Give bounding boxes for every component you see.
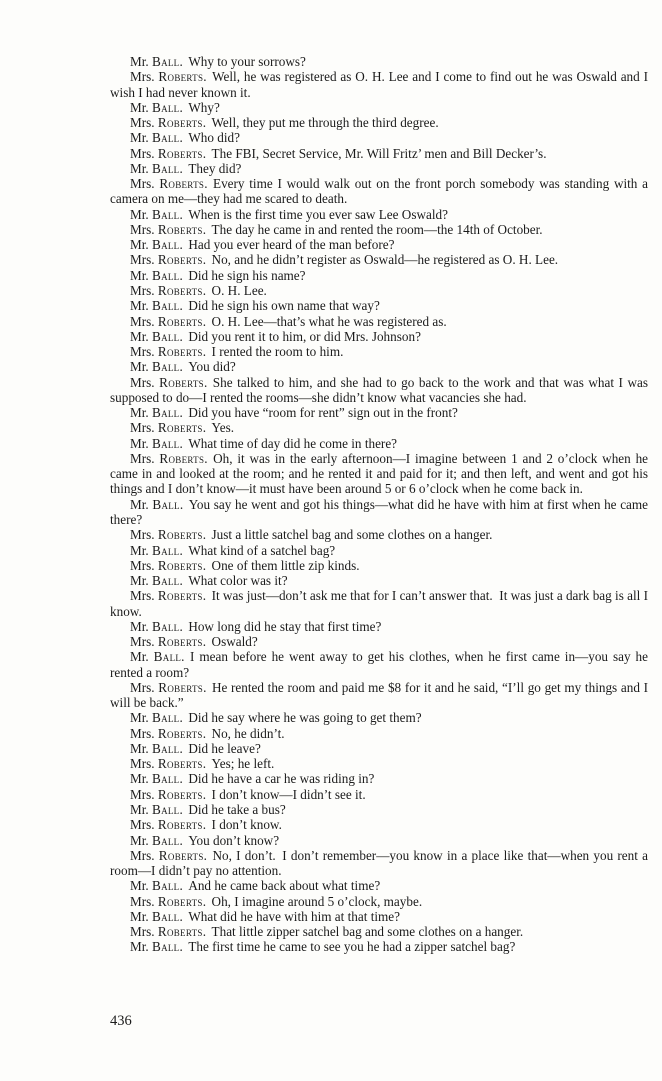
speech-text: Well, they put me through the third degree.	[211, 115, 439, 131]
dialogue-line	[110, 298, 648, 313]
dialogue-line	[110, 848, 648, 879]
dialogue-line	[110, 54, 648, 69]
speech-text: Well, he was registered as O. H. Lee and I come to find out he was Oswald and I wish I had never known it.	[110, 69, 648, 100]
dialogue-line	[110, 436, 648, 451]
speaker-name: Mr. Ball.	[130, 908, 183, 924]
dialogue-line	[110, 161, 648, 176]
speech-text: The day he came in and rented the room—the 14th of October.	[211, 221, 543, 237]
speech-text: That little zipper satchel bag and some clothes on a hanger.	[211, 924, 524, 940]
speaker-name: Mrs. Roberts.	[130, 557, 207, 573]
page-number: 436	[110, 1013, 132, 1029]
speaker-name: Mrs. Roberts.	[130, 588, 207, 604]
speech-text: I mean before he went away to get his clothes, when he first came in—you say he rented a room?	[110, 649, 649, 680]
speaker-name: Mr. Ball.	[130, 802, 183, 818]
dialogue-line	[110, 939, 648, 954]
speaker-name: Mrs. Roberts.	[130, 527, 207, 543]
speaker-name: Mrs. Roberts.	[130, 756, 207, 772]
dialogue-line	[110, 146, 648, 161]
speech-text: No, I don’t. I don’t remember—you know in a place like that—when you rent a room—I didn’t pay no attention.	[110, 847, 648, 879]
speech-text: Yes.	[211, 420, 235, 436]
speech-text: You did?	[188, 359, 236, 375]
dialogue-line	[110, 237, 648, 252]
speech-text: She talked to him, and she had to go back to the work and that was what I was supposed to do—I rented the rooms—she didn’t know what vacancies she had.	[110, 374, 648, 405]
dialogue-line	[110, 924, 648, 939]
speaker-name: Mrs. Roberts.	[130, 817, 207, 833]
speaker-name: Mr. Ball.	[130, 359, 183, 375]
dialogue-line	[110, 543, 648, 558]
dialogue-line	[110, 100, 648, 115]
dialogue-line	[110, 558, 648, 573]
dialogue-line	[110, 329, 648, 344]
speech-text: Did he have a car he was riding in?	[188, 771, 375, 787]
speaker-name: Mrs. Roberts.	[130, 924, 207, 940]
speech-text: Oh, it was in the early afternoon—I imagine between 1 and 2 o’clock when he came in and looked at the room; and he rented it and paid for it; and then left, and went and got his things and I don’t know—it must have been around 5 or 6 o’clock when he come back in.	[110, 450, 649, 497]
speaker-name: Mr. Ball.	[130, 878, 183, 894]
speaker-name: Mrs. Roberts.	[130, 893, 207, 909]
speech-text: Oswald?	[211, 634, 258, 650]
speaker-name: Mrs. Roberts.	[130, 420, 207, 436]
dialogue-line	[110, 359, 648, 374]
speaker-name: Mr. Ball.	[130, 267, 183, 283]
dialogue-line	[110, 207, 648, 222]
speech-text: You say he went and got his things—what did he have with him at first when he came there?	[110, 496, 649, 527]
speaker-name: Mrs. Roberts.	[130, 145, 207, 161]
speech-text: Did he sign his name?	[188, 267, 306, 283]
speech-text: Oh, I imagine around 5 o’clock, maybe.	[211, 893, 423, 909]
speech-text: Just a little satchel bag and some clothes on a hanger.	[211, 527, 493, 543]
speech-text: Yes; he left.	[211, 756, 275, 772]
speaker-name: Mrs. Roberts.	[130, 344, 207, 360]
dialogue-line	[110, 573, 648, 588]
speaker-name: Mrs. Roberts.	[130, 786, 207, 802]
dialogue-line	[110, 283, 648, 298]
speech-text: One of them little zip kinds.	[211, 557, 360, 573]
speaker-name: Mrs. Roberts.	[130, 115, 207, 131]
transcript	[110, 54, 648, 955]
dialogue-line	[110, 497, 648, 528]
dialogue-line	[110, 314, 648, 329]
speech-text: How long did he stay that first time?	[188, 618, 382, 634]
speech-text: The FBI, Secret Service, Mr. Will Fritz’ men and Bill Decker’s.	[211, 145, 547, 161]
speech-text: I rented the room to him.	[211, 344, 344, 360]
speech-text: Did you have “room for rent” sign out in the front?	[188, 405, 458, 421]
speaker-name: Mr. Ball.	[130, 130, 183, 146]
dialogue-line	[110, 771, 648, 786]
dialogue-line	[110, 878, 648, 893]
dialogue-line	[110, 420, 648, 435]
speech-text: The first time he came to see you he had a zipper satchel bag?	[188, 939, 516, 955]
dialogue-line	[110, 344, 648, 359]
speech-text: Did you rent it to him, or did Mrs. Johnson?	[188, 328, 421, 344]
speech-text: Every time I would walk out on the front porch somebody was standing with a camera on me—they had me scared to death.	[110, 176, 648, 207]
speaker-name: Mr. Ball.	[130, 496, 184, 512]
speaker-name: Mr. Ball.	[130, 298, 183, 314]
dialogue-line	[110, 894, 648, 909]
speech-text: No, and he didn’t register as Oswald—he registered as O. H. Lee.	[211, 252, 559, 268]
dialogue-line	[110, 833, 648, 848]
speaker-name: Mr. Ball.	[130, 328, 183, 344]
speaker-name: Mrs. Roberts.	[130, 69, 207, 85]
speaker-name: Mr. Ball.	[130, 206, 183, 222]
speech-text: Did he sign his own name that way?	[188, 298, 380, 314]
dialogue-line	[110, 909, 648, 924]
dialogue-line	[110, 527, 648, 542]
speaker-name: Mrs. Roberts.	[130, 450, 208, 466]
dialogue-line	[110, 69, 648, 100]
speech-text: O. H. Lee—that’s what he was registered as.	[211, 313, 447, 329]
speaker-name: Mrs. Roberts.	[130, 252, 207, 268]
speech-text: O. H. Lee.	[211, 282, 267, 298]
speaker-name: Mr. Ball.	[130, 771, 183, 787]
speaker-name: Mr. Ball.	[130, 237, 183, 253]
speaker-name: Mr. Ball.	[130, 649, 185, 665]
speaker-name: Mr. Ball.	[130, 618, 183, 634]
speech-text: What time of day did he come in there?	[188, 435, 398, 451]
dialogue-line	[110, 375, 648, 406]
speech-text: Why?	[188, 99, 220, 115]
dialogue-line	[110, 619, 648, 634]
dialogue-line	[110, 726, 648, 741]
speaker-name: Mr. Ball.	[130, 832, 183, 848]
dialogue-line	[110, 680, 648, 711]
dialogue-line	[110, 649, 648, 680]
dialogue-line	[110, 756, 648, 771]
dialogue-line	[110, 710, 648, 725]
dialogue-line	[110, 817, 648, 832]
speaker-name: Mrs. Roberts.	[130, 221, 207, 237]
speech-text: What kind of a satchel bag?	[188, 542, 336, 558]
speaker-name: Mr. Ball.	[130, 405, 183, 421]
speech-text: Did he take a bus?	[188, 802, 286, 818]
speech-text: When is the first time you ever saw Lee Oswald?	[188, 206, 448, 222]
speaker-name: Mr. Ball.	[130, 573, 183, 589]
dialogue-line	[110, 634, 648, 649]
speech-text: Did he leave?	[188, 740, 261, 756]
speaker-name: Mr. Ball.	[130, 54, 183, 69]
dialogue-line	[110, 405, 648, 420]
speaker-name: Mr. Ball.	[130, 99, 183, 115]
speech-text: Why to your sorrows?	[188, 54, 306, 69]
speaker-name: Mrs. Roberts.	[130, 313, 207, 329]
speech-text: Who did?	[188, 130, 240, 146]
speech-text: What did he have with him at that time?	[188, 908, 400, 924]
speaker-name: Mrs. Roberts.	[130, 679, 207, 695]
dialogue-line	[110, 787, 648, 802]
speaker-name: Mr. Ball.	[130, 435, 183, 451]
dialogue-line	[110, 451, 648, 497]
speaker-name: Mrs. Roberts.	[130, 634, 207, 650]
speaker-name: Mrs. Roberts.	[130, 847, 207, 863]
dialogue-line	[110, 802, 648, 817]
speech-text: They did?	[188, 160, 242, 176]
speaker-name: Mr. Ball.	[130, 710, 183, 726]
speaker-name: Mr. Ball.	[130, 160, 183, 176]
speaker-name: Mrs. Roberts.	[130, 374, 208, 390]
dialogue-line	[110, 130, 648, 145]
dialogue-line	[110, 741, 648, 756]
dialogue-line	[110, 176, 648, 207]
dialogue-line	[110, 268, 648, 283]
speaker-name: Mrs. Roberts.	[130, 282, 207, 298]
speech-text: I don’t know.	[211, 817, 282, 833]
speech-text: He rented the room and paid me $8 for it and he said, “I’ll go get my things and I will be back.”	[110, 679, 649, 711]
speaker-name: Mrs. Roberts.	[130, 176, 208, 192]
dialogue-line	[110, 115, 648, 130]
speaker-name: Mr. Ball.	[130, 939, 183, 955]
speech-text: Did he say where he was going to get them?	[188, 710, 422, 726]
speaker-name: Mrs. Roberts.	[130, 725, 207, 741]
speaker-name: Mr. Ball.	[130, 740, 183, 756]
speech-text: Had you ever heard of the man before?	[188, 237, 395, 253]
dialogue-line	[110, 222, 648, 237]
speaker-name: Mr. Ball.	[130, 542, 183, 558]
speech-text: I don’t know—I didn’t see it.	[211, 786, 366, 802]
speech-text: It was just—don’t ask me that for I can’t answer that. It was just a dark bag is all I know.	[110, 588, 649, 619]
speech-text: No, he didn’t.	[211, 725, 285, 741]
speech-text: And he came back about what time?	[188, 878, 381, 894]
speech-text: You don’t know?	[188, 832, 280, 848]
speech-text: What color was it?	[188, 573, 288, 589]
dialogue-line	[110, 588, 648, 619]
dialogue-line	[110, 252, 648, 267]
